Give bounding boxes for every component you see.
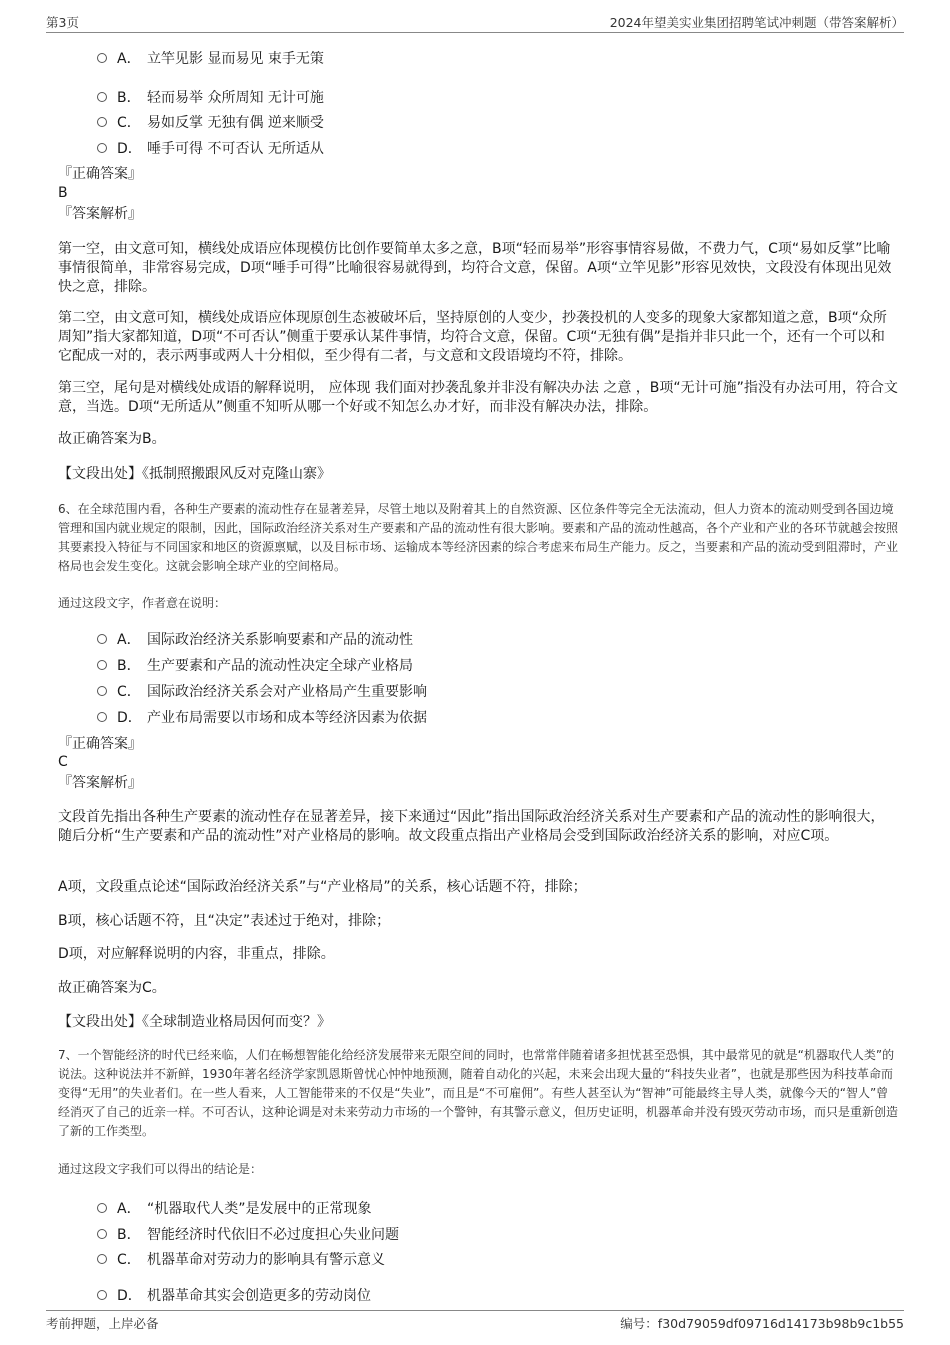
radio-icon[interactable]: [97, 92, 107, 102]
radio-icon[interactable]: [97, 53, 107, 63]
source-citation: 【文段出处】《全球制造业格局因何而变？》: [58, 1014, 331, 1030]
document-title: 2024年望美实业集团招聘笔试冲刺题（带答案解析）: [609, 15, 904, 30]
option-letter: C．: [117, 684, 141, 700]
analysis-paragraph: B项，核心话题不符，且“决定”表述过于绝对，排除；: [58, 913, 391, 929]
analysis-paragraph: 文段首先指出各种生产要素的流动性存在显著差异，接下来通过“因此”指出国际政治经济关系对生产要素和产品的流动性的影响很大，随后分析“生产要素和产品的流动性”对产业格局的影响。故文段重点指出产业格局会受到国际政治经济关系的影响，对应C项。: [58, 809, 885, 844]
radio-icon[interactable]: [97, 1290, 107, 1300]
answer-label: 『正确答案』: [58, 736, 142, 752]
option-letter: A．: [117, 51, 141, 67]
q7-option-d[interactable]: [97, 1285, 371, 1305]
question-stem: 7、一个智能经济的时代已经来临，人们在畅想智能化给经济发展带来无限空间的同时，也常常伴随着诸多担忧甚至恐惧，其中最常见的就是“机器取代人类”的说法。这种说法并不新鲜，1930年著名经济学家凯恩斯曾忧心忡忡地预测，随着自动化的兴起，未来会出现大量的“科技失业者”，也就是那些因为科技革命而变得“无用”的失业者们。在一些人看来，人工智能带来的不仅是“失业”，而且是“不可雇佣”。有些人甚至认为“智神”可能最终主导人类，就像今天的“智人”曾经消灭了自己的近亲一样。不可否认，这种论调是对未来劳动力市场的一个警钟，有其警示意义，但历史证明，机器革命并没有毁灭劳动市场，而只是重新创造了新的工作类型。: [58, 1048, 899, 1138]
answer-value: C: [58, 754, 68, 770]
analysis-paragraph: D项，对应解释说明的内容，非重点，排除。: [58, 946, 335, 962]
code-label: 编号：: [620, 1316, 658, 1331]
header-divider: [46, 32, 904, 33]
answer-value: B: [58, 185, 68, 201]
analysis-paragraph: A项，文段重点论述“国际政治经济关系”与“产业格局”的关系，核心话题不符，排除；: [58, 879, 587, 895]
option-letter: B．: [117, 1227, 141, 1243]
answer-label: 『正确答案』: [58, 166, 142, 182]
analysis-paragraph: 第一空，由文意可知，横线处成语应体现模仿比创作要简单太多之意，B项“轻而易举”形容事情容易做，不费力气，C项“易如反掌”比喻事情很简单，非常容易完成，D项“唾手可得”比喻很容易就得到，均符合文意，保留。A项“立竿见影”形容见效快，文段没有体现出见效快之意，排除。: [58, 241, 892, 295]
question-prompt: 通过这段文字，作者意在说明：: [58, 596, 227, 610]
q7-option-c[interactable]: [97, 1249, 385, 1269]
q6-option-a[interactable]: [97, 629, 413, 649]
q5-option-b[interactable]: [97, 87, 324, 107]
radio-icon[interactable]: [97, 1229, 107, 1239]
footer-code: [620, 1314, 904, 1332]
option-text: “机器取代人类”是发展中的正常现象: [147, 1201, 372, 1217]
analysis-label: 『答案解析』: [58, 775, 142, 791]
radio-icon[interactable]: [97, 660, 107, 670]
radio-icon[interactable]: [97, 634, 107, 644]
option-letter: C．: [117, 1252, 141, 1268]
radio-icon[interactable]: [97, 117, 107, 127]
analysis-paragraph: 故正确答案为C。: [58, 980, 166, 996]
option-letter: A．: [117, 1201, 141, 1217]
q5-option-c[interactable]: [97, 112, 324, 132]
option-letter: A．: [117, 632, 141, 648]
code-value: f30d79059df09716d14173b98b9c1b55: [657, 1316, 904, 1331]
option-letter: D．: [117, 1288, 142, 1304]
option-text: 机器革命对劳动力的影响具有警示意义: [147, 1252, 385, 1268]
q6-option-c[interactable]: [97, 681, 427, 701]
option-letter: D．: [117, 710, 142, 726]
option-text: 国际政治经济关系会对产业格局产生重要影响: [147, 684, 427, 700]
option-text: 易如反掌 无独有偶 逆来顺受: [147, 115, 324, 131]
q5-option-d[interactable]: [97, 138, 324, 158]
radio-icon[interactable]: [97, 1254, 107, 1264]
option-text: 轻而易举 众所周知 无计可施: [147, 90, 324, 106]
q7-option-a[interactable]: [97, 1198, 372, 1218]
analysis-paragraph: 第三空，尾句是对横线处成语的解释说明， 应体现 我们面对抄袭乱象并非没有解决办法 之意 ，B项“无计可施”指没有办法可用，符合文意，当选。D项“无所适从”侧重不知听从哪一个好或不知怎么办才好，而非没有解决办法，排除。: [58, 380, 898, 415]
radio-icon[interactable]: [97, 1203, 107, 1213]
option-text: 机器革命其实会创造更多的劳动岗位: [147, 1288, 371, 1304]
analysis-paragraph: 故正确答案为B。: [58, 431, 166, 447]
q5-option-a[interactable]: [97, 48, 324, 68]
option-letter: B．: [117, 90, 141, 106]
radio-icon[interactable]: [97, 143, 107, 153]
q6-option-b[interactable]: [97, 655, 413, 675]
question-stem: 6、在全球范围内看，各种生产要素的流动性存在显著差异，尽管土地以及附着其上的自然资源、区位条件等完全无法流动，但人力资本的流动则受到各国边境管理和国内就业规定的限制，因此，国际政治经济关系对生产要素和产品的流动性有很大影响。要素和产品的流动性越高，各个产业和产业的各环节就越会按照其要素投入特征与不同国家和地区的资源禀赋，以及目标市场、运输成本等经济因素的综合考虑来布局生产能力。反之，当要素和产品的流动受到阻滞时，产业格局也会发生变化。这就会影响全球产业的空间格局。: [58, 502, 899, 573]
page-number: 第3页: [46, 15, 79, 30]
analysis-paragraph: 第二空，由文意可知，横线处成语应体现原创生态被破坏后，坚持原创的人变少，抄袭投机的人变多的现象大家都知道之意，B项“众所周知”指大家都知道，D项“不可否认”侧重于要承认某件事情，均符合文意，保留。C项“无独有偶”是指并非只此一个，还有一个可以和它配成一对的，表示两事或两人十分相似，至少得有二者，与文意和文段语境均不符，排除。: [58, 310, 887, 364]
option-text: 立竿见影 显而易见 束手无策: [147, 51, 324, 67]
analysis-label: 『答案解析』: [58, 206, 142, 222]
option-text: 国际政治经济关系影响要素和产品的流动性: [147, 632, 413, 648]
q6-option-d[interactable]: [97, 707, 427, 727]
option-text: 产业布局需要以市场和成本等经济因素为依据: [147, 710, 427, 726]
q7-option-b[interactable]: [97, 1224, 399, 1244]
option-letter: B．: [117, 658, 141, 674]
option-letter: C．: [117, 115, 141, 131]
footer-divider: [46, 1310, 904, 1311]
radio-icon[interactable]: [97, 712, 107, 722]
question-prompt: 通过这段文字我们可以得出的结论是：: [58, 1162, 263, 1176]
footer-slogan: 考前押题，上岸必备: [46, 1316, 159, 1331]
radio-icon[interactable]: [97, 686, 107, 696]
source-citation: 【文段出处】《抵制照搬跟风反对克隆山寨》: [58, 466, 331, 482]
option-text: 唾手可得 不可否认 无所适从: [147, 141, 324, 157]
option-letter: D．: [117, 141, 142, 157]
option-text: 生产要素和产品的流动性决定全球产业格局: [147, 658, 413, 674]
option-text: 智能经济时代依旧不必过度担心失业问题: [147, 1227, 399, 1243]
